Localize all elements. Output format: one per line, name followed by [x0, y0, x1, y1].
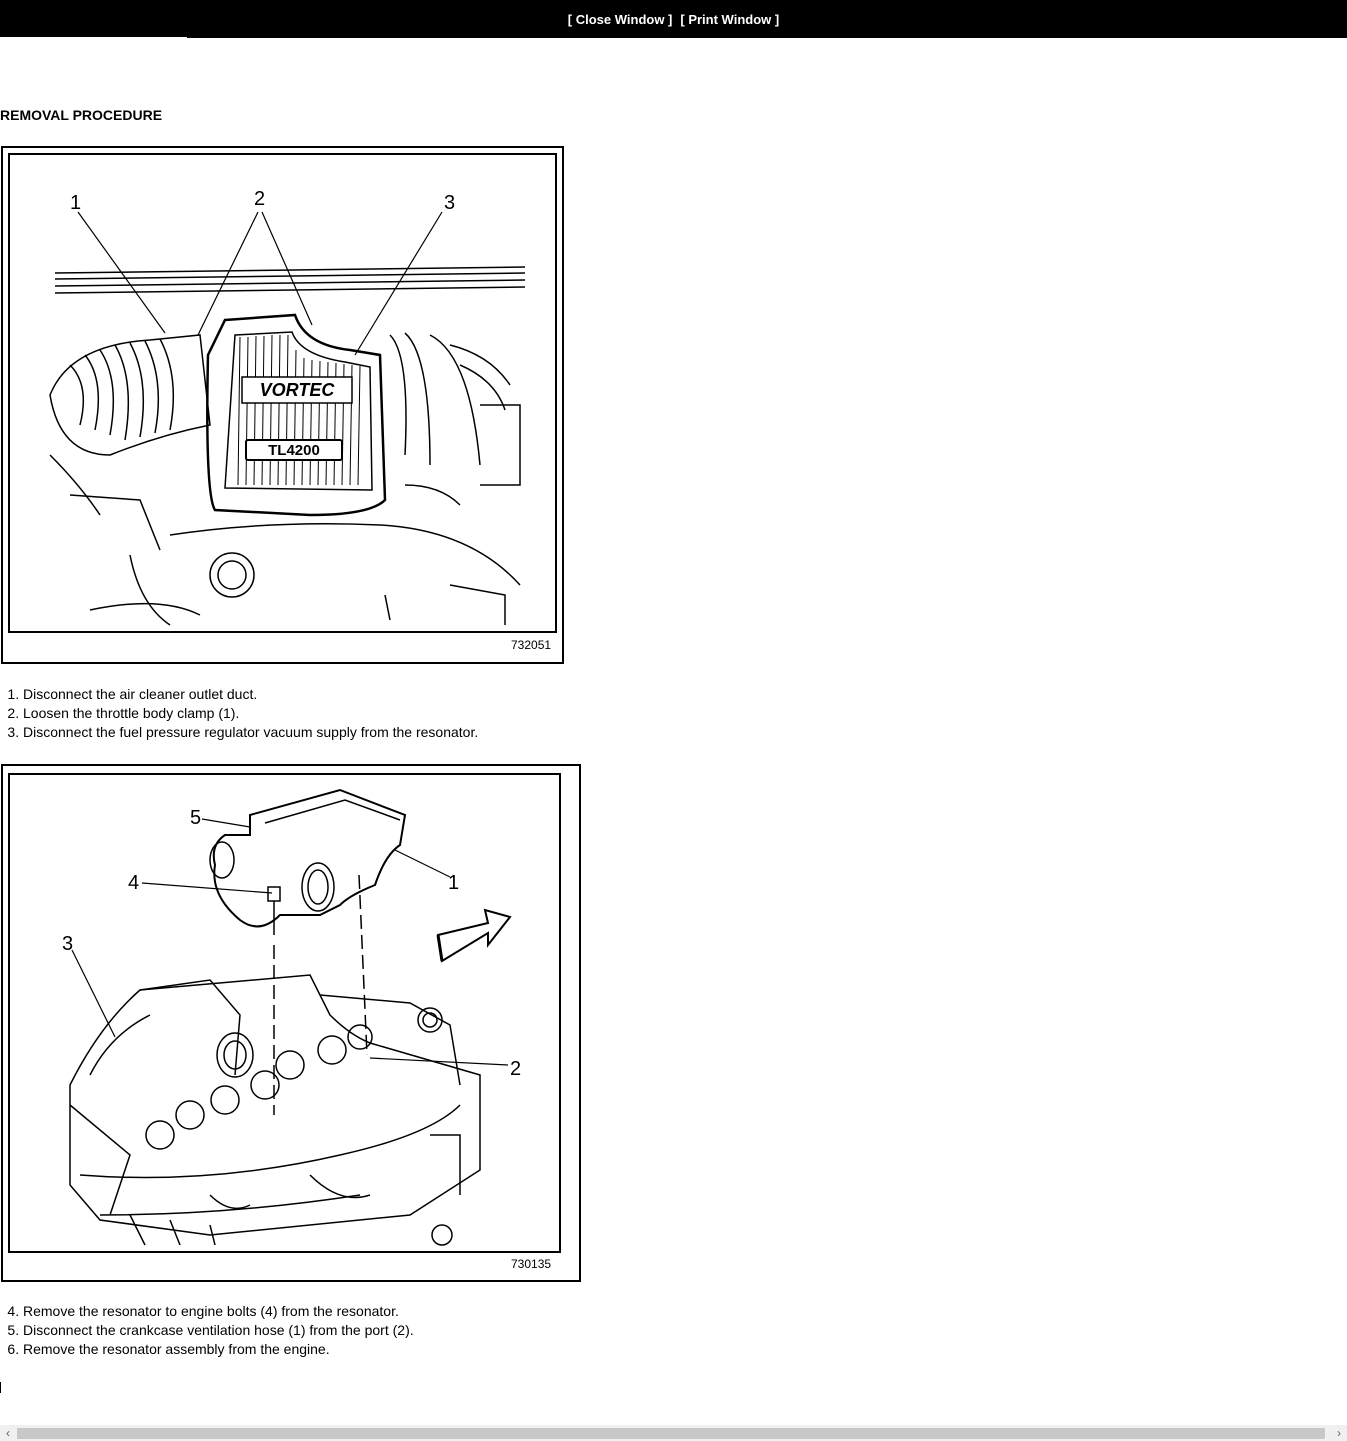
step-item: 4. Remove the resonator to engine bolts (4) from the resonator. — [23, 1302, 414, 1321]
window-toolbar — [0, 0, 1347, 38]
figure-resonator-removal — [1, 764, 581, 1282]
figure-illustration-frame — [8, 153, 557, 633]
step-item: 3. Disconnect the fuel pressure regulator vacuum supply from the resonator. — [23, 723, 478, 742]
figure-number: 732051 — [511, 638, 552, 652]
callout-5: 5 — [190, 807, 202, 829]
callout-2: 2 — [254, 188, 266, 210]
steps-list-1 — [0, 685, 478, 742]
callout-2: 2 — [510, 1058, 522, 1080]
chevron-left-icon[interactable]: ‹ — [6, 1426, 10, 1440]
text-caret — [0, 1382, 1, 1393]
engine-cover-illustration — [10, 155, 555, 631]
toolbar-underline — [0, 37, 187, 38]
cover-model-text: TL4200 — [268, 442, 320, 459]
step-item: 2. Loosen the throttle body clamp (1). — [23, 704, 478, 723]
print-window-link[interactable]: [ Print Window ] — [680, 11, 780, 27]
step-item: 5. Disconnect the crankcase ventilation hose (1) from the port (2). — [23, 1321, 414, 1340]
scrollbar-thumb[interactable] — [17, 1428, 1325, 1439]
close-window-link[interactable]: [ Close Window ] — [567, 11, 673, 27]
step-item: 1. Disconnect the air cleaner outlet duct. — [23, 685, 478, 704]
callout-3: 3 — [444, 192, 456, 214]
resonator-illustration — [10, 775, 559, 1251]
callout-3: 3 — [62, 933, 74, 955]
section-heading: REMOVAL PROCEDURE — [0, 107, 163, 123]
cover-brand-text: VORTEC — [259, 380, 335, 400]
step-item: 6. Remove the resonator assembly from the engine. — [23, 1340, 414, 1359]
chevron-right-icon[interactable]: › — [1337, 1426, 1341, 1440]
steps-list-2 — [0, 1302, 414, 1359]
figure-illustration-frame — [8, 773, 561, 1253]
horizontal-scrollbar[interactable] — [0, 1425, 1347, 1441]
callout-1: 1 — [448, 872, 460, 894]
figure-air-cleaner-duct — [1, 146, 564, 664]
callout-1: 1 — [70, 192, 82, 214]
figure-number: 730135 — [511, 1257, 552, 1271]
callout-4: 4 — [128, 872, 140, 894]
